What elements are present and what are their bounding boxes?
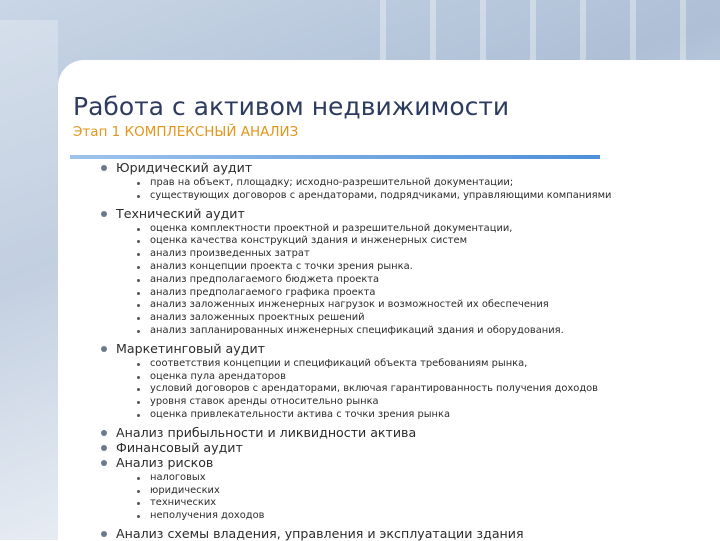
sub-bullet-dot-icon	[137, 388, 140, 391]
sub-bullet-text: анализ заложенных проектных решений	[150, 312, 365, 324]
background-stripe	[530, 0, 536, 60]
sub-bullet-item	[116, 190, 710, 203]
sub-bullet-dot-icon	[137, 240, 140, 243]
sub-bullet-text: существующих договоров с арендаторами, подрядчиками, управляющими компаниями	[150, 189, 612, 201]
sub-bullet-text: уровня ставок аренды относительно рынка	[150, 396, 379, 408]
sub-bullet-dot-icon	[137, 414, 140, 417]
sub-bullet-list	[116, 177, 710, 203]
background-stripe	[580, 0, 586, 60]
sub-bullet-item	[116, 177, 710, 190]
sub-bullet-text: анализ запланированных инженерных спецификаций здания и оборудования.	[150, 324, 564, 336]
bullet-list	[100, 160, 710, 541]
sub-bullet-text: соответствия концепции и спецификаций объекта требованиям рынка,	[150, 357, 528, 369]
sub-bullet-dot-icon	[137, 490, 140, 493]
sub-bullet-text: оценка пула арендаторов	[150, 370, 286, 382]
bullet-dot-icon	[101, 445, 107, 451]
background-stripe	[380, 0, 386, 60]
bullet-label: Анализ рисков	[116, 454, 214, 470]
sub-bullet-dot-icon	[137, 376, 140, 379]
sub-bullet-item	[116, 510, 710, 523]
sub-bullet-dot-icon	[137, 182, 140, 185]
sub-bullet-text: оценка качества конструкций здания и инженерных систем	[150, 235, 468, 247]
bullet-label: Финансовый аудит	[116, 439, 243, 455]
sub-bullet-item	[116, 261, 710, 274]
bullet-dot-icon	[101, 430, 107, 436]
sub-bullet-item	[116, 235, 710, 248]
background-stripe	[430, 0, 436, 60]
sub-bullet-dot-icon	[137, 317, 140, 320]
sub-bullet-text: налоговых	[150, 471, 206, 483]
sub-bullet-text: анализ концепции проекта с точки зрения рынка.	[150, 260, 413, 272]
sub-bullet-item	[116, 274, 710, 287]
sub-bullet-text: условий договоров с арендаторами, включая гарантированность получения доходов	[150, 383, 599, 395]
sub-bullet-list	[116, 472, 710, 523]
sub-bullet-dot-icon	[137, 253, 140, 256]
sub-bullet-list	[116, 358, 710, 422]
background-stripe	[480, 0, 486, 60]
bullet-dot-icon	[101, 211, 107, 217]
bullet-item	[100, 425, 710, 440]
sub-bullet-dot-icon	[137, 363, 140, 366]
sub-bullet-dot-icon	[137, 292, 140, 295]
background-left-strip	[0, 20, 58, 540]
bullet-label: Технический аудит	[116, 205, 245, 221]
title-divider	[70, 155, 600, 159]
sub-bullet-item	[116, 287, 710, 300]
bullet-item	[100, 526, 710, 541]
sub-bullet-item	[116, 396, 710, 409]
sub-bullet-item	[116, 299, 710, 312]
sub-bullet-text: анализ заложенных инженерных нагрузок и возможностей их обеспечения	[150, 299, 549, 311]
sub-bullet-text: оценка привлекательности актива с точки зрения рынка	[150, 408, 451, 420]
bullet-item	[100, 206, 710, 338]
bullet-dot-icon	[101, 346, 107, 352]
sub-bullet-dot-icon	[137, 228, 140, 231]
bullet-item	[100, 440, 710, 455]
sub-bullet-dot-icon	[137, 195, 140, 198]
bullet-item	[100, 160, 710, 203]
sub-bullet-text: прав на объект, площадку; исходно-разрешительной документации;	[150, 177, 514, 188]
sub-bullet-item	[116, 497, 710, 510]
sub-bullet-item	[116, 358, 710, 371]
bullet-label: Маркетинговый аудит	[116, 340, 265, 356]
bullet-dot-icon	[101, 531, 107, 537]
bullet-item	[100, 341, 710, 422]
sub-bullet-dot-icon	[137, 502, 140, 505]
bullet-label: Анализ схемы владения, управления и эксплуатации здания	[116, 525, 524, 541]
sub-bullet-dot-icon	[137, 401, 140, 404]
sub-bullet-dot-icon	[137, 266, 140, 269]
bullet-label: Юридический аудит	[116, 160, 253, 175]
sub-bullet-text: неполучения доходов	[150, 510, 265, 522]
sub-bullet-item	[116, 371, 710, 384]
bullet-dot-icon	[101, 460, 107, 466]
sub-bullet-item	[116, 485, 710, 498]
background-stripe	[680, 0, 686, 60]
sub-bullet-text: анализ предполагаемого графика проекта	[150, 286, 376, 298]
bullet-item	[100, 455, 710, 523]
sub-bullet-item	[116, 312, 710, 325]
sub-bullet-text: анализ произведенных затрат	[150, 248, 310, 260]
bullet-dot-icon	[101, 165, 107, 171]
background-stripe	[630, 0, 636, 60]
sub-bullet-text: технических	[150, 497, 217, 509]
sub-bullet-item	[116, 325, 710, 338]
sub-bullet-list	[116, 223, 710, 338]
sub-bullet-item	[116, 409, 710, 422]
slide-subtitle: Этап 1 КОМПЛЕКСНЫЙ АНАЛИЗ	[73, 124, 299, 140]
sub-bullet-item	[116, 383, 710, 396]
sub-bullet-dot-icon	[137, 477, 140, 480]
bullet-label: Анализ прибыльности и ликвидности актива	[116, 424, 417, 440]
sub-bullet-dot-icon	[137, 515, 140, 518]
sub-bullet-item	[116, 223, 710, 236]
sub-bullet-dot-icon	[137, 304, 140, 307]
sub-bullet-dot-icon	[137, 330, 140, 333]
sub-bullet-text: оценка комплектности проектной и разрешительной документации,	[150, 222, 513, 234]
sub-bullet-item	[116, 472, 710, 485]
sub-bullet-item	[116, 248, 710, 261]
sub-bullet-text: анализ предполагаемого бюджета проекта	[150, 273, 380, 285]
sub-bullet-text: юридических	[150, 484, 220, 496]
slide-title: Работа с активом недвижимости	[73, 92, 510, 121]
sub-bullet-dot-icon	[137, 279, 140, 282]
